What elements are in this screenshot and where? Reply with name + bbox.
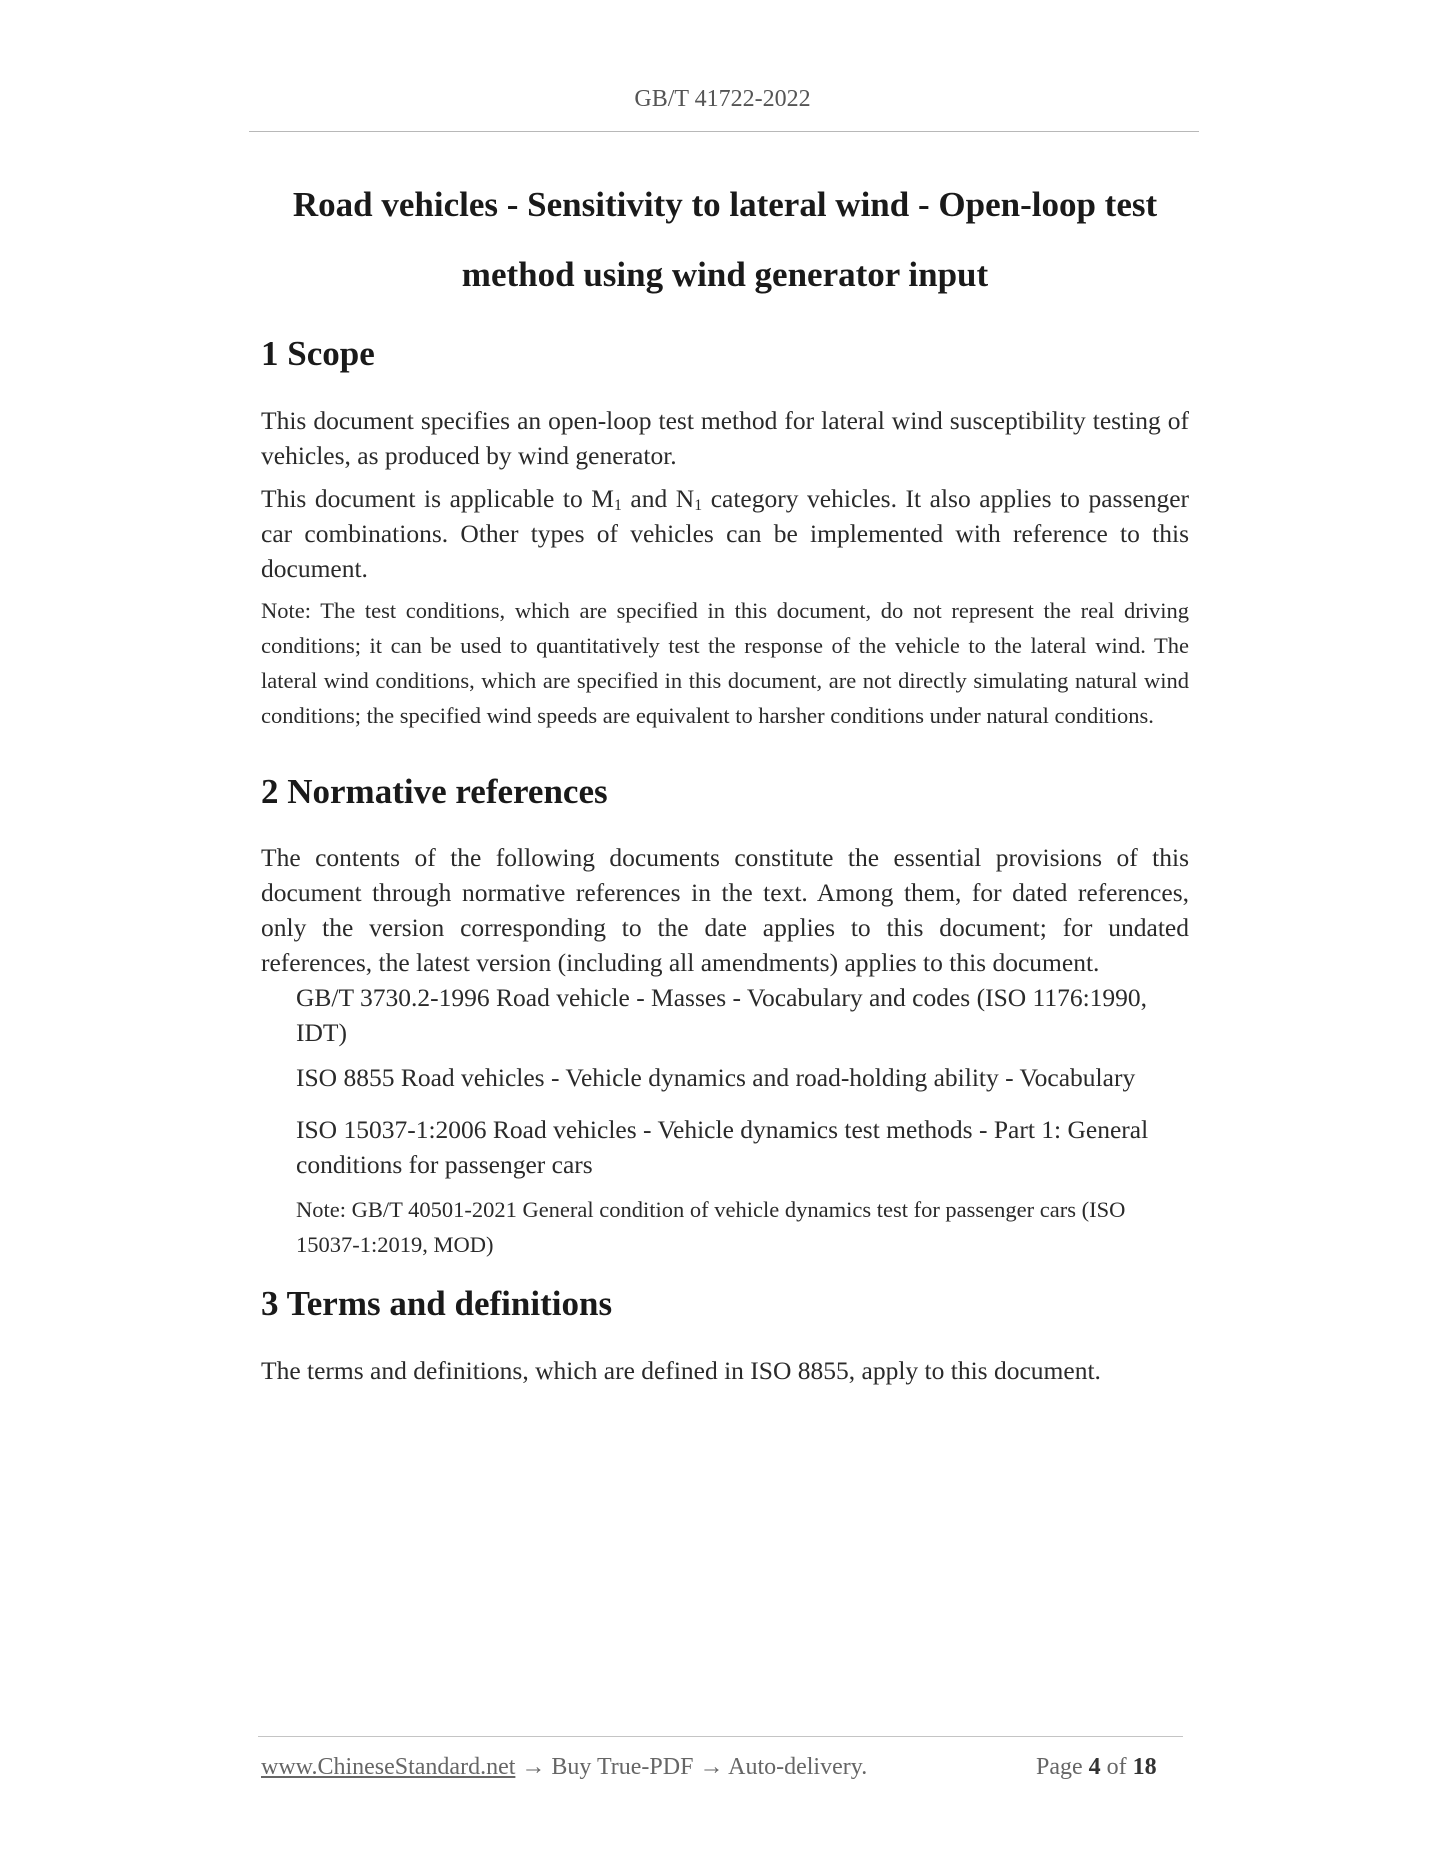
scope-paragraph-2-subscript-m: 1: [613, 496, 622, 514]
header-doc-code: GB/T 41722-2022: [634, 86, 811, 112]
reference-item-1: GB/T 3730.2-1996 Road vehicle - Masses - Vocabulary and codes (ISO 1176:1990, IDT): [296, 983, 1148, 1047]
footer-page-of: of: [1100, 1754, 1133, 1780]
reference-item-3: ISO 15037-1:2006 Road vehicles - Vehicle dynamics test methods - Part 1: General conditions for passenger cars: [296, 1115, 1149, 1179]
footer-divider: [258, 1736, 1183, 1737]
scope-note: Note: The test conditions, which are specified in this document, do not represent the real driving conditions; it can be used to quantitatively test the response of the vehicle to the lateral wind. The lateral wind conditions, which are specified in this document, are not directly simulating natural wind conditions; the specified wind speeds are equivalent to harsher conditions under natural conditions.: [261, 598, 1189, 728]
footer-website-link[interactable]: www.ChineseStandard.net: [261, 1754, 516, 1780]
document-title-line1: Road vehicles - Sensitivity to lateral wind - Open-loop test: [292, 185, 1158, 224]
document-title-line2: method using wind generator input: [461, 255, 989, 294]
scope-paragraph-1: This document specifies an open-loop test method for lateral wind susceptibility testing of vehicles, as produced by wind generator.: [261, 406, 1189, 470]
scope-paragraph-2-text-b: and N: [621, 484, 695, 513]
footer-page-total: 18: [1132, 1754, 1157, 1780]
document-title: [260, 170, 1190, 310]
section-heading-terms-and-definitions: 3 Terms and definitions: [261, 1284, 613, 1323]
footer-page-label: Page: [1036, 1754, 1089, 1780]
reference-item-2: ISO 8855 Road vehicles - Vehicle dynamics and road-holding ability - Vocabulary: [296, 1063, 1136, 1092]
section-heading-scope: 1 Scope: [261, 334, 375, 373]
footer-page-current: 4: [1088, 1754, 1101, 1780]
section-heading-normative-references: 2 Normative references: [261, 772, 608, 811]
reference-note: Note: GB/T 40501-2021 General condition of vehicle dynamics test for passenger cars (ISO 15037-1:2019, MOD): [296, 1197, 1126, 1257]
normative-paragraph-1: The contents of the following documents constitute the essential provisions of this document through normative references in the text. Among them, for dated references, only the version corresponding to the date applies to this document; for undated references, the latest version (including all amendments) applies to this document.: [261, 843, 1189, 977]
header-divider: [249, 131, 1199, 132]
footer-promo: [261, 1754, 867, 1781]
scope-paragraph-2-subscript-n: 1: [694, 496, 703, 514]
scope-paragraph-2: [261, 481, 1189, 586]
footer-promo-text: → Buy True-PDF → Auto-delivery.: [515, 1754, 868, 1780]
footer-page-indicator: [1036, 1754, 1157, 1781]
terms-paragraph-1: The terms and definitions, which are defined in ISO 8855, apply to this document.: [261, 1356, 1101, 1385]
scope-paragraph-2-text-a: This document is applicable to M: [261, 484, 614, 513]
scope-paragraph-2-text-c: category vehicles. It also applies to passenger car combinations. Other types of vehicles can be implemented with reference to this document.: [261, 484, 1190, 583]
